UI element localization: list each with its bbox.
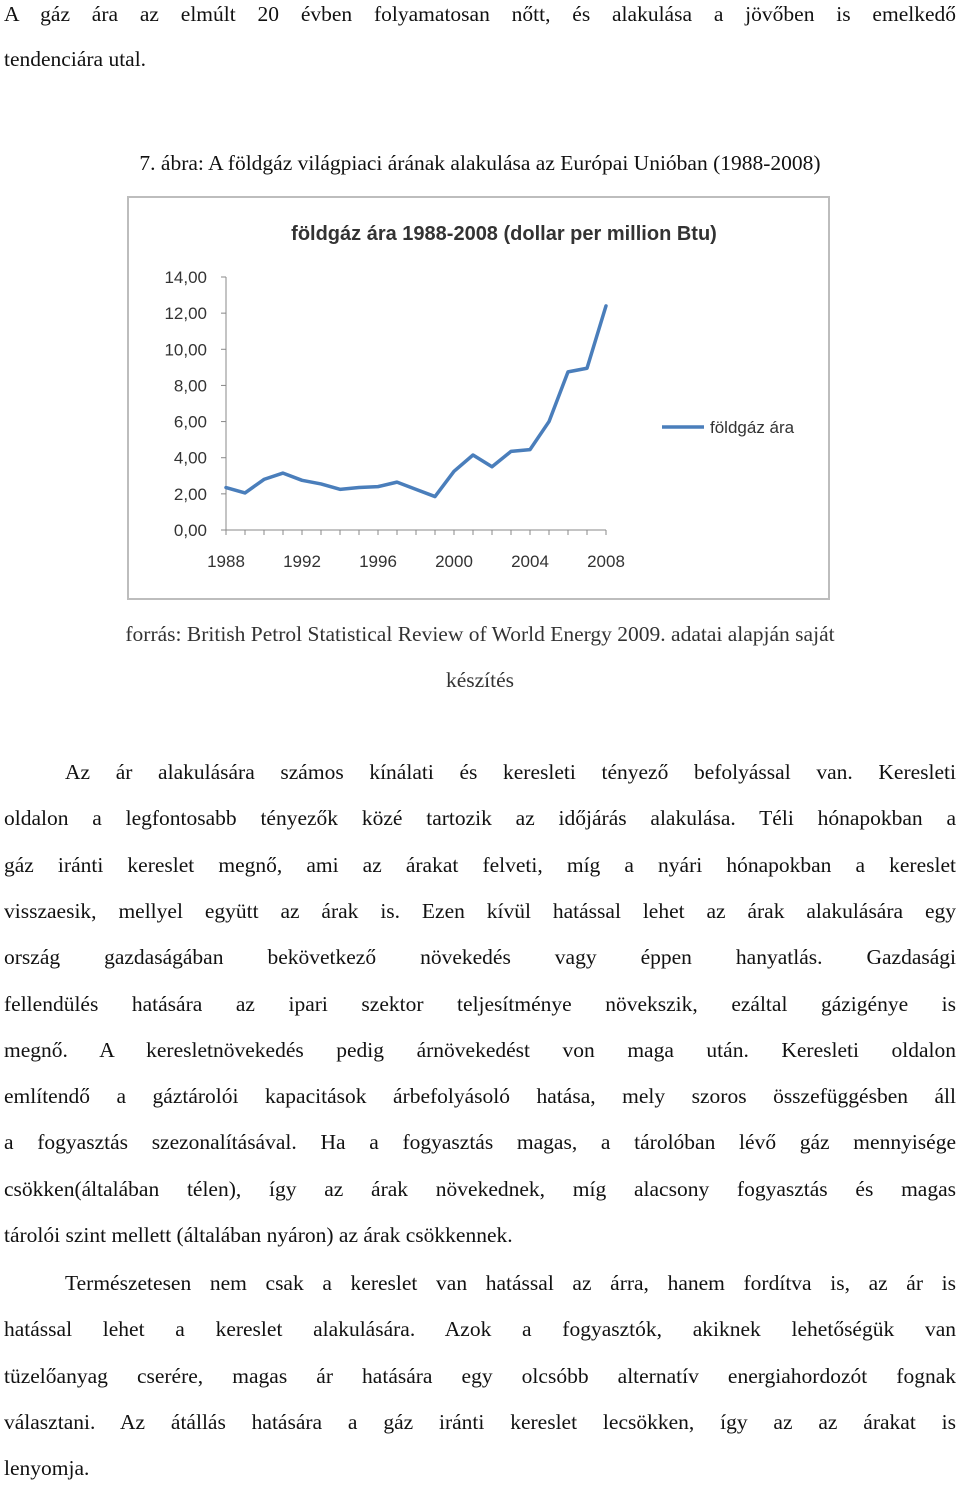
y-tick-label: 0,00 (173, 521, 207, 540)
source-line-1: forrás: British Petrol Statistical Review of World Energy 2009. adatai alapján saját (125, 622, 835, 646)
body-line: lenyomja. (4, 1456, 90, 1481)
series-line (226, 306, 606, 497)
y-tick-label: 6,00 (173, 412, 207, 432)
x-tick-label: 1988 (207, 552, 245, 571)
intro-line-2: tendenciára utal. (4, 47, 147, 71)
body-line: hatással lehet a kereslet alakulására. Azok a fogyasztók, akiknek lehetőségük van (4, 1317, 956, 1342)
y-axis (164, 268, 226, 540)
body-line: megnő. A keresletnövekedés pedig árnövekedést von maga után. Keresleti oldalon (4, 1037, 956, 1062)
legend-label: földgáz ára (710, 418, 795, 437)
chart-area (127, 196, 830, 600)
source-line-2: készítés (445, 668, 515, 692)
x-tick-label: 1992 (283, 552, 321, 571)
body-line: fellendülés hatására az ipari szektor teljesítménye növekszik, ezáltal gázigénye is (4, 991, 956, 1016)
x-axis (207, 530, 625, 571)
body-line: tüzelőanyag cserére, magas ár hatására egy olcsóbb alternatív energiahordozót fognak (4, 1363, 956, 1388)
line-chart (129, 198, 828, 598)
body-line: gáz iránti kereslet megnő, ami az árakat felveti, míg a nyári hónapokban a kereslet (4, 852, 956, 877)
x-tick-label: 1996 (359, 552, 397, 571)
y-tick-label: 2,00 (173, 484, 207, 504)
y-tick-label: 4,00 (173, 448, 207, 468)
y-tick-label: 14,00 (164, 268, 207, 287)
body-line: tárolói szint mellett (általában nyáron) az árak csökkennek. (4, 1223, 513, 1247)
y-tick-label: 12,00 (164, 304, 207, 324)
body-line: a fogyasztás szezonalításával. Ha a fogyasztás magas, a tárolóban lévő gáz mennyisége (4, 1130, 956, 1155)
body-line: visszaesik, mellyel együtt az árak is. Ezen kívül hatással lehet az árak alakulására egy (4, 898, 956, 923)
x-tick-label: 2004 (511, 552, 549, 571)
chart-title: földgáz ára 1988-2008 (dollar per million Btu) (291, 223, 717, 245)
body-line: választani. Az átállás hatására a gáz iránti kereslet lecsökken, így az az árakat is (4, 1409, 956, 1434)
body-line: Az ár alakulására számos kínálati és keresleti tényező befolyással van. Keresleti (65, 760, 956, 784)
y-tick-label: 8,00 (173, 376, 207, 396)
series-layer (226, 306, 606, 497)
body-line: Természetesen nem csak a kereslet van hatással az árra, hanem fordítva is, az ár is (65, 1271, 956, 1295)
body-line: ország gazdaságában bekövetkező növekedés vagy éppen hanyatlás. Gazdasági (4, 945, 956, 970)
legend (662, 418, 795, 437)
body-line: említendő a gáztárolói kapacitások árbefolyásoló hatása, mely szoros összefüggésben áll (4, 1084, 956, 1109)
body-line: oldalon a legfontosabb tényezők közé tartozik az időjárás alakulása. Téli hónapokban a (4, 806, 956, 831)
y-tick-label: 10,00 (164, 340, 207, 360)
figure-caption: 7. ábra: A földgáz világpiaci árának alakulása az Európai Unióban (1988-2008) (139, 151, 821, 175)
x-tick-label: 2008 (587, 552, 625, 571)
intro-line-1: A gáz ára az elmúlt 20 évben folyamatosan nőtt, és alakulása a jövőben is emelkedő (4, 2, 956, 26)
x-tick-label: 2000 (435, 552, 473, 571)
body-line: csökken(általában télen), így az árak növekednek, míg alacsony fogyasztás és magas (4, 1176, 956, 1201)
